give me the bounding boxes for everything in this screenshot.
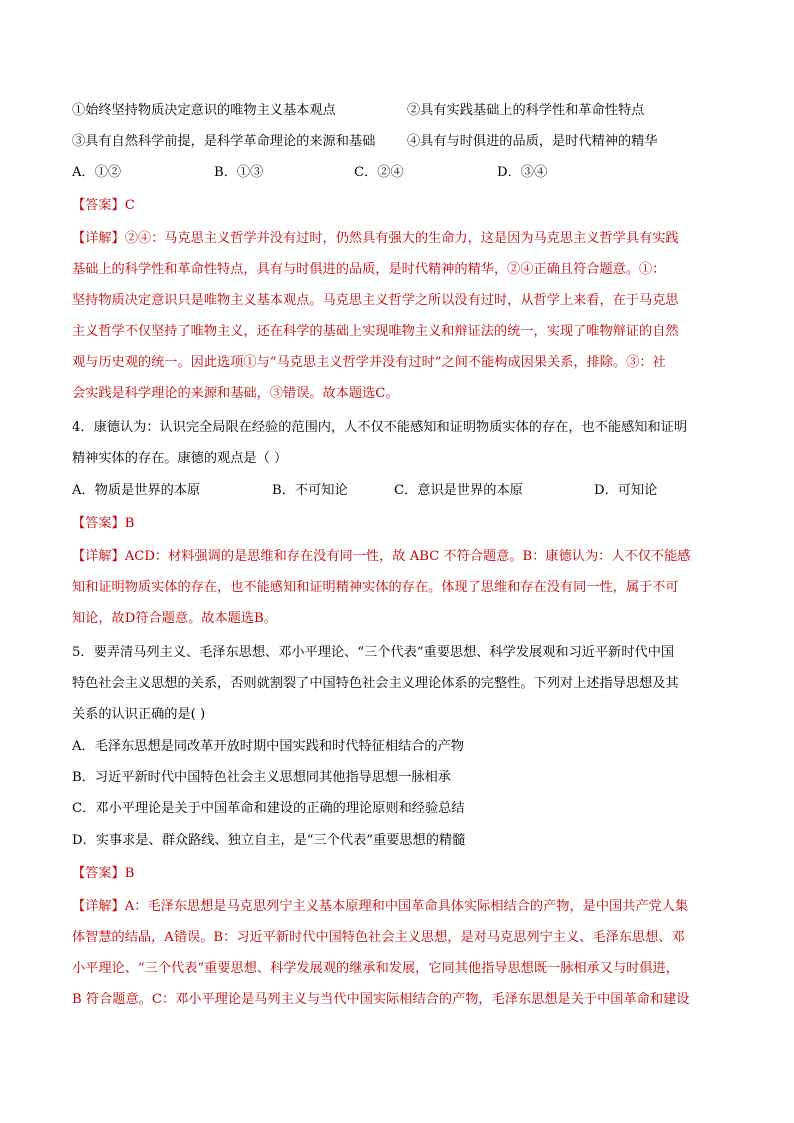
q5-detail-line-2: 体智慧的结晶，A错误。B：习近平新时代中国特色社会主义思想，是对马克思列宁主义、毛泽东思想、邓 [72,930,685,945]
q3-option-3: ③具有自然科学前提，是科学革命理论的来源和基础 [72,134,376,149]
q4-detail-line-1 [72,549,691,565]
q5-choice-b: B．习近平新时代中国特色社会主义思想同其他指导思想一脉相承 [72,770,451,785]
answer-label: 【答案】 [72,866,125,881]
q5-detail-line-4: B 符合题意。C：邓小平理论是马列主义与当代中国实际相结合的产物，毛泽东思想是关于中国革命和建设 [72,992,690,1007]
q4-detail-line-2: 知和证明物质实体的存在，也不能感知和证明精神实体的存在。体现了思维和存在没有同一性，属于不可 [72,580,679,595]
q4-stem-line-2: 精神实体的存在。康德的观点是（ ） [72,451,288,466]
detail-label: 【详解】 [72,231,125,246]
q4-choice-b: B．不可知论 [272,483,348,498]
q3-choice-a: A．①② [72,165,122,180]
q5-choice-a: A．毛泽东思想是同改革开放时期中国实践和时代特征相结合的产物 [72,739,464,754]
q5-stem-line-1: 5．要弄清马列主义、毛泽东思想、邓小平理论、“三个代表”重要思想、科学发展观和习近平新时代中国 [72,645,675,660]
q5-choice-d: D．实事求是、群众路线、独立自主，是“三个代表”重要思想的精髓 [72,833,466,848]
q5-answer [72,866,134,882]
q3-choice-b: B．①③ [214,165,264,180]
q3-detail-line-4: 主义哲学不仅坚持了唯物主义，还在科学的基础上实现唯物主义和辩证法的统一，实现了唯物辩证的自然 [72,324,679,339]
answer-label: 【答案】 [72,516,125,531]
detail-label: 【详解】 [72,549,125,564]
q5-stem-line-3: 关系的认识正确的是( ) [72,707,206,722]
q3-option-2: ②具有实践基础上的科学性和革命性特点 [407,103,645,118]
q4-choice-d: D．可知论 [594,483,658,498]
q5-stem-line-2: 特色社会主义思想的关系，否则就割裂了中国特色社会主义理论体系的完整性。下列对上述指导思想及其 [72,676,679,691]
detail-label: 【详解】 [72,899,125,914]
detail-text: ACD：材料强调的是思维和存在没有同一性，故 ABC 不符合题意。B：康德认为：人不仅不能感 [124,549,691,564]
answer-value: B [124,866,135,881]
detail-text: ②④：马克思主义哲学并没有过时，仍然具有强大的生命力，这是因为马克思主义哲学具有实践 [124,231,679,246]
q5-detail-line-1 [72,899,688,915]
answer-value: B [124,516,135,531]
q4-answer [72,516,134,532]
q3-detail-line-1 [72,231,679,247]
q3-choice-c: C．②④ [354,165,404,180]
q4-detail-line-3: 知论，故D符合题意。故本题选B。 [72,611,277,626]
q3-detail-line-3: 坚持物质决定意识只是唯物主义基本观点。马克思主义哲学之所以没有过时，从哲学上来看，在于马克思 [72,293,679,308]
answer-label: 【答案】 [72,198,125,213]
q3-choice-d: D．③④ [497,165,548,180]
q3-detail-line-2: 基础上的科学性和革命性特点，具有与时俱进的品质，是时代精神的精华，②④正确且符合题意。①： [72,262,666,277]
q3-answer [72,198,135,214]
q3-option-1: ①始终坚持物质决定意识的唯物主义基本观点 [72,103,336,118]
q3-detail-line-5: 观与历史观的统一。因此选项①与“马克思主义哲学并没有过时”之间不能构成因果关系，排除。③：社 [72,355,666,370]
q4-choice-c: C．意识是世界的本原 [394,483,523,498]
detail-text: A：毛泽东思想是马克思列宁主义基本原理和中国革命具体实际相结合的产物，是中国共产党人集 [124,899,689,914]
q3-option-4: ④具有与时俱进的品质，是时代精神的精华 [407,134,658,149]
answer-value: C [124,198,135,213]
q5-detail-line-3: 小平理论、“三个代表”重要思想、科学发展观的继承和发展，它同其他指导思想既一脉相承又与时俱进， [72,961,679,976]
q4-stem-line-1: 4．康德认为：认识完全局限在经验的范围内，人不仅不能感知和证明物质实体的存在，也不能感知和证明 [72,420,688,435]
q4-choice-a: A．物质是世界的本原 [72,483,201,498]
q5-choice-c: C．邓小平理论是关于中国革命和建设的正确的理论原则和经验总结 [72,801,465,816]
q3-detail-line-6: 会实践是科学理论的来源和基础，③错误。故本题选C。 [72,386,399,401]
